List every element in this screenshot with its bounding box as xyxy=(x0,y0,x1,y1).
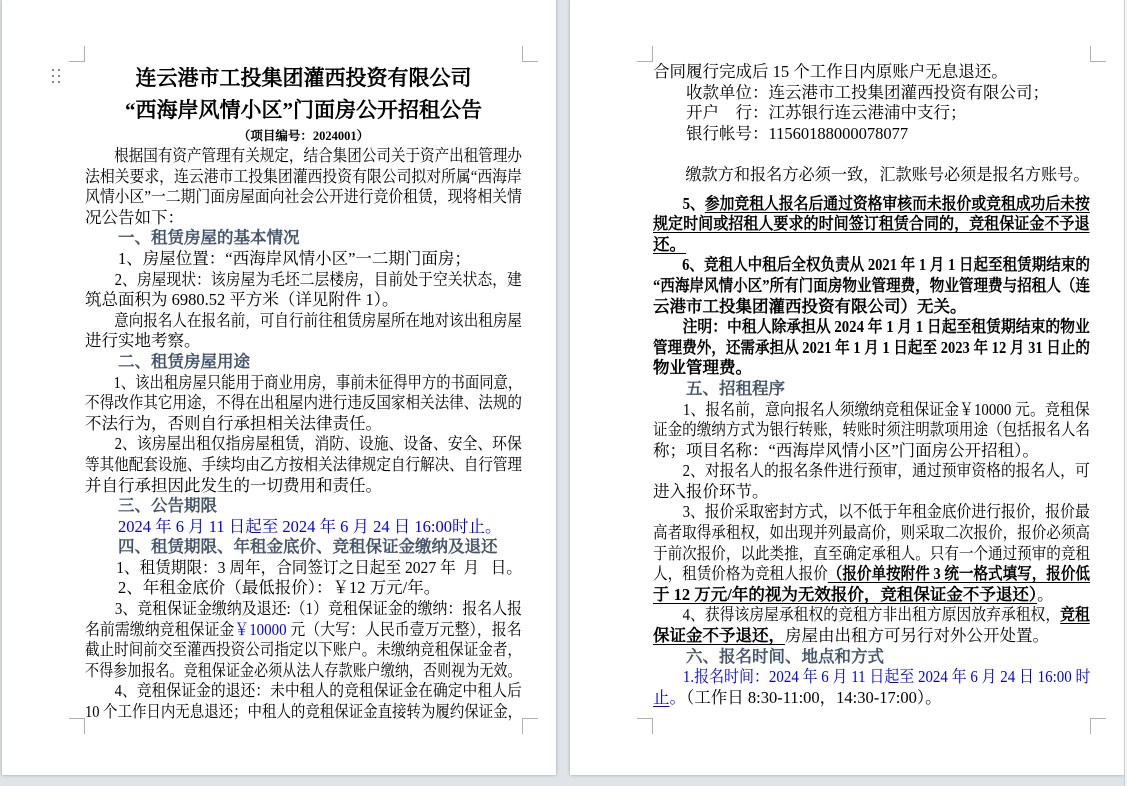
crop-mark xyxy=(637,46,653,62)
doc-line: 一、租赁房屋的基本情况 xyxy=(85,228,300,248)
page-2-content[interactable] xyxy=(653,62,1090,708)
doc-line: 止。（工作日 8:30-11:00，14:30-17:00）。 xyxy=(653,687,942,707)
doc-line: 二、租赁房屋用途 xyxy=(85,351,250,371)
doc-line: 6、竞租人中租后全权负责从 2021 年 1 月 1 日起至租赁期结束的 xyxy=(653,255,1090,275)
doc-line: 四、租赁期限、年租金底价、竞租保证金缴纳及退还 xyxy=(85,537,498,557)
doc-line: 4、获得该房屋承租权的竞租方非出租方原因放弃承租权，竞租 xyxy=(653,605,1090,625)
page-1[interactable] xyxy=(2,0,556,775)
doc-line: 证金的缴纳方式为银行转账，转账时须注明款项用途（包括报名人名 xyxy=(653,420,1090,440)
doc-line: 开户 行：江苏银行连云港浦中支行； xyxy=(653,103,967,123)
doc-line: 等其他配套设施、手续均由乙方按相关法律规定自行解决、自行管理 xyxy=(85,454,522,474)
doc-line: 于前次报价，以此类推，直至确定承租人。只有一个通过预审的竞租 xyxy=(653,543,1090,563)
crop-mark xyxy=(637,718,653,734)
crop-mark xyxy=(69,718,85,734)
crop-mark xyxy=(1090,46,1106,62)
doc-line: 5、参加竞租人报名后通过资格审核而未报价或竞租成功后未按 xyxy=(682,193,1090,213)
doc-line: 进行实地考察。 xyxy=(85,331,201,351)
doc-line: 10 个工作日内无息退还；中租人的竞租保证金直接转为履约保证金， xyxy=(85,702,523,722)
doc-line: 3、竞租保证金缴纳及退还:（1）竞租保证金的缴纳：报名人报 xyxy=(85,599,523,619)
doc-line: 截止时间前交至灌西投资公司指定以下账户。未缴纳竞租保证金者， xyxy=(85,640,522,660)
crop-mark xyxy=(1090,718,1106,734)
doc-line: 1、报名前，意向报名人须缴纳竞租保证金￥10000 元。竞租保 xyxy=(653,399,1090,419)
doc-line: 规定时间或招租人要求的时间签订租赁合同的，竞租保证金不予退 xyxy=(653,214,1090,234)
doc-project-number: （项目编号：2024001） xyxy=(237,129,370,143)
page-1-content[interactable] xyxy=(85,62,522,723)
doc-line: 2、房屋现状：该房屋为毛坯二层楼房，目前处于空关状态，建 xyxy=(85,269,522,289)
doc-line: 意向报名人在报名前，可自行前往租赁房屋所在地对该出租房屋 xyxy=(85,310,522,330)
doc-line: 不得改作其它用途，不得在出租屋内进行违反国家相关法律、法规的 xyxy=(85,393,522,413)
drag-handle-icon[interactable] xyxy=(52,69,61,85)
crop-mark xyxy=(522,46,538,62)
crop-mark xyxy=(522,718,538,734)
doc-line: 六、报名时间、地点和方式 xyxy=(653,646,884,666)
doc-line: 五、招租程序 xyxy=(653,378,785,398)
doc-subtitle: “西海岸风情小区”门面房公开招租公告 xyxy=(125,98,482,122)
doc-line: 并自行承担因此发生的一切费用和责任。 xyxy=(85,475,382,495)
doc-line: 4、竞租保证金的退还：未中租人的竞租保证金在确定中租人后 xyxy=(85,681,522,701)
doc-line: 还。 xyxy=(653,234,686,254)
doc-line: 进入报价环节。 xyxy=(653,481,769,501)
doc-line: 不得参加报名。竞租保证金必须从法人存款账户缴纳，否则视为无效。 xyxy=(85,660,522,680)
doc-line: 2024 年 6 月 11 日起至 2024 年 6 月 24 日 16:00时止。 xyxy=(85,516,502,536)
doc-line xyxy=(653,186,1090,194)
doc-line: 法相关要求，连云港市工投集团灌西投资有限公司拟对所属“西海岸 xyxy=(85,166,522,186)
doc-line: 筑总面积为 6980.52 平方米（详见附件 1）。 xyxy=(85,290,399,310)
doc-line: 1、该出租房屋只能用于商业用房，事前未征得甲方的书面同意， xyxy=(85,372,523,392)
doc-line: 云港市工投集团灌西投资有限公司）无关。 xyxy=(653,296,967,316)
doc-line: 银行帐号：11560188000078077 xyxy=(653,123,909,143)
doc-line: 于 12 万元/年的视为无效报价，竞租保证金不予退还）。 xyxy=(653,584,1054,604)
doc-line: 合同履行完成后 15 个工作日内原账户无息退还。 xyxy=(653,62,1008,81)
doc-line: 不法行为，否则自行承担相关法律责任。 xyxy=(85,413,382,433)
doc-line: 缴款方和报名方必须一致，汇款账号必须是报名方账号。 xyxy=(653,164,1090,184)
doc-line: 2、年租金底价（最低报价）：￥12 万元/年。 xyxy=(85,578,441,598)
doc-line: 1.报名时间：2024 年 6 月 11 日起至 2024 年 6 月 24 日 16:00 时 xyxy=(682,667,1091,687)
doc-line: 物业管理费。 xyxy=(653,358,752,378)
crop-mark xyxy=(69,46,85,62)
doc-line: 风情小区”一二期门面房屋面向社会公开进行竞价租赁，现将相关情 xyxy=(85,187,522,207)
doc-line: 保证金不予退还，房屋由出租方可另行对外公开处置。 xyxy=(653,626,1049,646)
doc-line: 三、公告期限 xyxy=(85,496,217,516)
doc-line: 1、房屋位置：“西海岸风情小区”一二期门面房； xyxy=(85,248,471,268)
doc-line: 高者取得承租权，如出现并列最高价，则采取二次报价，报价必须高 xyxy=(653,523,1090,543)
doc-line: 注明：中租人除承担从 2024 年 1 月 1 日起至租赁期结束的物业 xyxy=(653,317,1090,337)
doc-line: 1、租赁期限：3 周年，合同签订之日起至 2027 年 月 日。 xyxy=(85,557,522,577)
doc-line: 名前需缴纳竞租保证金￥10000 元（大写：人民币壹万元整），报名 xyxy=(85,619,522,639)
doc-line: 称；项目名称：“西海岸风情小区”门面房公开招租）。 xyxy=(653,440,1039,460)
doc-line: 收款单位：连云港市工投集团灌西投资有限公司； xyxy=(653,82,1049,102)
doc-title: 连云港市工投集团灌西投资有限公司 xyxy=(135,66,472,90)
page-2[interactable] xyxy=(570,0,1124,775)
doc-line: 2、该房屋出租仅指房屋租赁，消防、设施、设备、安全、环保 xyxy=(85,434,522,454)
doc-line: “西海岸风情小区”所有门面房物业管理费，物业管理费与招租人（连 xyxy=(653,275,1090,295)
doc-line: 根据国有资产管理有关规定，结合集团公司关于资产出租管理办 xyxy=(85,146,522,165)
doc-line: 3、报价采取密封方式，以不低于年租金底价进行报价，报价最 xyxy=(653,502,1090,522)
doc-line: 2、对报名人的报名条件进行预审，通过预审资格的报名人，可 xyxy=(653,461,1090,481)
doc-line: 人，租赁价格为竞租人报价（报价单按附件 3 统一格式填写，报价低 xyxy=(653,564,1090,584)
doc-line: 管理费外，还需承担从 2021 年 1 月 1 日起至 2023 年 12 月 31 日止的 xyxy=(653,337,1090,357)
doc-line: 况公告如下： xyxy=(85,207,184,227)
doc-line xyxy=(653,144,1090,165)
